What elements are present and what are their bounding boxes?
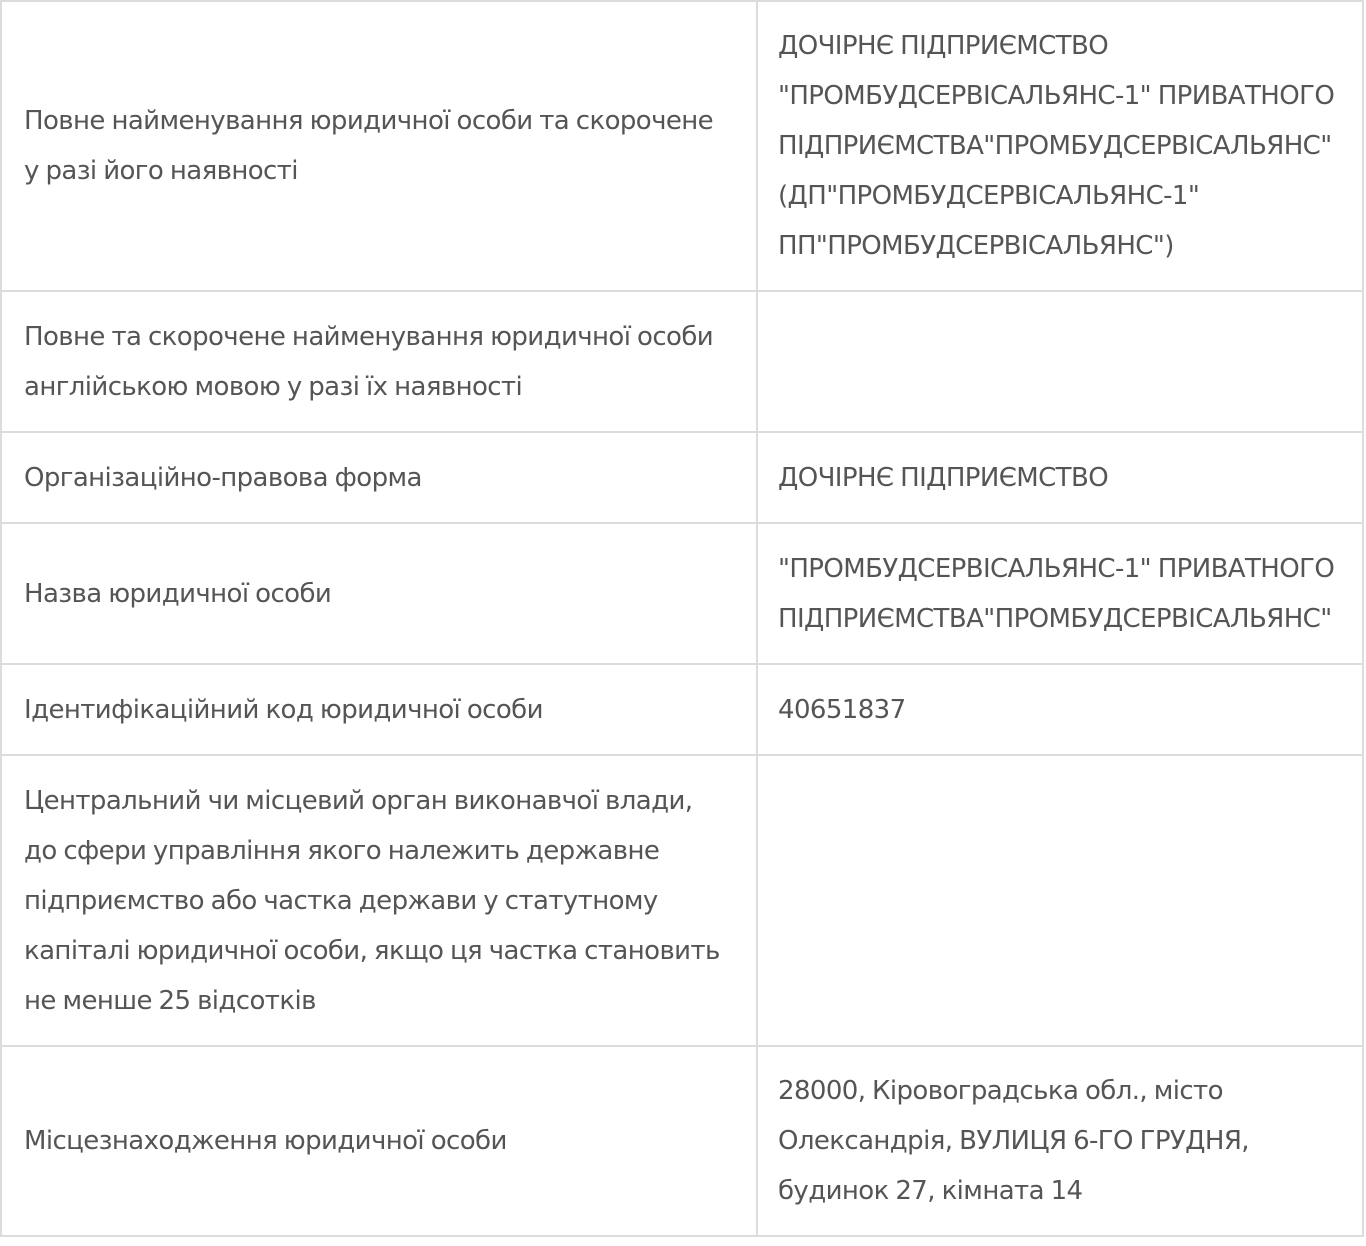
table-row-legal-form xyxy=(1,432,1363,523)
value-full-name-text: ДОЧІРНЄ ПІДПРИЄМСТВО "ПРОМБУДСЕРВІСАЛЬЯНС-1" ПРИВАТНОГО ПІДПРИЄМСТВА"ПРОМБУДСЕРВІСАЛЬЯНС" (ДП"ПРОМБУДСЕРВІСАЛЬЯНС-1" ПП"ПРОМБУДСЕРВІСАЛЬЯНС") xyxy=(778,31,1335,261)
value-id-code-text: 40651837 xyxy=(778,694,906,725)
label-authority: Центральний чи місцевий орган виконавчої влади, до сфери управління якого належить державне підприємство або частка держави у статутному капіталі юридичної особи, якщо ця частка становить не менше 25 відсотків xyxy=(1,755,757,1046)
table-row-full-name xyxy=(1,1,1363,291)
table-row-english-name xyxy=(1,291,1363,432)
label-location: Місцезнаходження юридичної особи xyxy=(1,1046,757,1236)
value-authority xyxy=(757,755,1363,1046)
label-english-name: Повне та скорочене найменування юридичної особи англійською мовою у разі їх наявності xyxy=(1,291,757,432)
value-legal-form-text: ДОЧІРНЄ ПІДПРИЄМСТВО xyxy=(778,462,1109,493)
table-row-id-code xyxy=(1,664,1363,755)
value-entity-name xyxy=(757,523,1363,664)
value-entity-name-text: "ПРОМБУДСЕРВІСАЛЬЯНС-1" ПРИВАТНОГО ПІДПРИЄМСТВА"ПРОМБУДСЕРВІСАЛЬЯНС" xyxy=(778,553,1335,634)
label-full-name: Повне найменування юридичної особи та скорочене у разі його наявності xyxy=(1,1,757,291)
table-row-entity-name xyxy=(1,523,1363,664)
table-row-authority xyxy=(1,755,1363,1046)
value-location-text: 28000, Кіровоградська обл., місто Олександрія, ВУЛИЦЯ 6-ГО ГРУДНЯ, будинок 27, кімната 14 xyxy=(778,1076,1249,1206)
value-english-name xyxy=(757,291,1363,432)
label-id-code: Ідентифікаційний код юридичної особи xyxy=(1,664,757,755)
label-entity-name: Назва юридичної особи xyxy=(1,523,757,664)
value-location xyxy=(757,1046,1363,1236)
value-legal-form xyxy=(757,432,1363,523)
table-row-location xyxy=(1,1046,1363,1236)
value-full-name xyxy=(757,1,1363,291)
label-legal-form: Організаційно-правова форма xyxy=(1,432,757,523)
value-id-code xyxy=(757,664,1363,755)
